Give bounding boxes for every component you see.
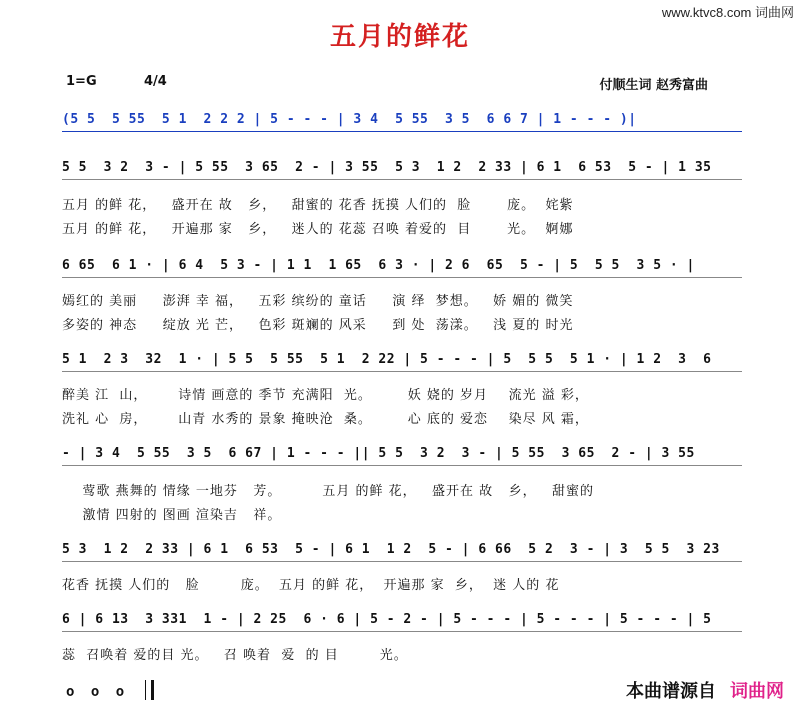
lyric-line-5-verse-1: 花香 抚摸 人们的 脸 庞。 五月 的鲜 花， 开遍那 家 乡， 迷 人的 花 xyxy=(62,578,560,593)
notes-line-1: 5 5 3 2 3 - | 5 55 3 65 2 - | 3 55 5 3 1 2 2 33 | 6 1 6 53 5 - | 1 35 xyxy=(62,160,742,180)
score-line-2 xyxy=(62,258,742,288)
lyric-line-4-verse-2: 激情 四射的 图画 渲染吉 祥。 xyxy=(62,508,282,523)
score-line-4 xyxy=(62,446,742,476)
source-label: 本曲谱源自 xyxy=(626,681,716,702)
score-line-5 xyxy=(62,542,742,572)
intro-notes: (5 5 5 55 5 1 2 2 2 | 5 - - - | 3 4 5 55 3 5 6 6 7 | 1 - - - )| xyxy=(62,112,742,132)
notes-line-5: 5 3 1 2 2 33 | 6 1 6 53 5 - | 6 1 1 2 5 - | 6 66 5 2 3 - | 3 5 5 3 23 xyxy=(62,542,742,562)
lyric-line-3-verse-1: 醉美 江 山， 诗情 画意的 季节 充满阳 光。 妖 娆的 岁月 流光 溢 彩， xyxy=(62,388,589,403)
notes-line-4: - | 3 4 5 55 3 5 6 67 | 1 - - - || 5 5 3 2 3 - | 5 55 3 65 2 - | 3 55 xyxy=(62,446,742,466)
score-line-3 xyxy=(62,352,742,382)
notes-line-6: 6 | 6 13 3 331 1 - | 2 25 6 · 6 | 5 - 2 - | 5 - - - | 5 - - - | 5 - - - | 5 xyxy=(62,612,742,632)
source-brand: 词曲网 xyxy=(730,681,784,702)
lyric-line-3-verse-2: 洗礼 心 房， 山青 水秀的 景象 掩映沧 桑。 心 底的 爱恋 染尽 风 霜， xyxy=(62,412,589,427)
lyric-line-2-verse-1: 嫣红的 美丽 澎湃 幸 福， 五彩 缤纷的 童话 演 绎 梦想。 娇 媚的 微笑 xyxy=(62,294,574,309)
ending-marks: o o o xyxy=(66,684,129,700)
time-signature: 4/4 xyxy=(144,74,167,89)
source-credit xyxy=(626,677,784,703)
site-watermark: www.ktvc8.com 词曲网 xyxy=(661,5,794,20)
score-line-1 xyxy=(62,160,742,190)
intro-staff xyxy=(62,112,742,142)
key-signature: 1=G xyxy=(66,74,97,89)
final-barline xyxy=(145,680,154,700)
lyric-line-1-verse-2: 五月 的鲜 花， 开遍那 家 乡， 迷人的 花蕊 召唤 着爱的 目 光。 婀娜 xyxy=(62,222,574,237)
lyric-line-2-verse-2: 多姿的 神态 绽放 光 芒， 色彩 斑斓的 风采 到 处 荡漾。 浅 夏的 时光 xyxy=(62,318,574,333)
lyric-line-6-verse-1: 蕊 召唤着 爱的目 光。 召 唤着 爱 的 目 光。 xyxy=(62,648,408,663)
notes-line-2: 6 65 6 1 · | 6 4 5 3 - | 1 1 1 65 6 3 · | 2 6 65 5 - | 5 5 5 3 5 · | xyxy=(62,258,742,278)
notes-line-3: 5 1 2 3 32 1 · | 5 5 5 55 5 1 2 22 | 5 - - - | 5 5 5 5 1 · | 1 2 3 6 xyxy=(62,352,742,372)
song-credits: 付顺生词 赵秀富曲 xyxy=(599,78,708,93)
lyric-line-4-verse-1: 莺歌 燕舞的 情缘 一地芬 芳。 五月 的鲜 花， 盛开在 故 乡， 甜蜜的 xyxy=(62,484,594,499)
score-line-6 xyxy=(62,612,742,642)
song-title: 五月的鲜花 xyxy=(329,22,470,52)
lyric-line-1-verse-1: 五月 的鲜 花， 盛开在 故 乡， 甜蜜的 花香 抚摸 人们的 脸 庞。 姹紫 xyxy=(62,198,574,213)
